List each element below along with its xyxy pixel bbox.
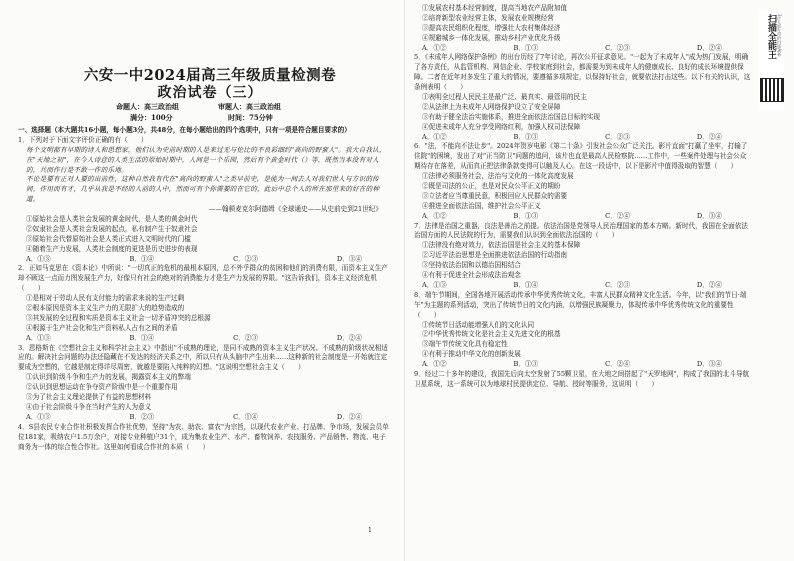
q6-option: ②既是司法的公正，也是对民众公平正义的期盼 xyxy=(422,182,561,191)
answer-d[interactable]: D．③④ xyxy=(696,211,722,220)
answer-a[interactable]: A．①② xyxy=(422,132,447,141)
answer-d[interactable]: D．②④ xyxy=(336,333,362,342)
exam-subtitle: 政治试卷（三） xyxy=(157,85,263,101)
answer-b[interactable]: B．①③ xyxy=(513,43,539,52)
section-heading: 一、选择题（本大题共16小题，每小题3分，共48分，在每小题给出的四个选项中，只有一项是符合题目要求的） xyxy=(18,126,351,134)
answer-a[interactable]: A．①③ xyxy=(26,333,51,342)
q1-option: ④随着生产力发展，人类社会制度的更迭是历史进步的表现 xyxy=(26,244,198,253)
q1-source: ——翰顿麦克尔阿德姆《全球通史——从史前史到21世纪》 xyxy=(208,205,382,214)
page-number: 1 xyxy=(368,527,372,534)
q2-option: ④根源于生产社会化和生产资料私人占有之间的矛盾 xyxy=(26,323,178,332)
q7-answers xyxy=(414,281,752,291)
exam-time: 时间：75分钟 xyxy=(228,113,273,122)
answer-c[interactable]: C．②④ xyxy=(605,360,630,369)
q4-option: ①发展农村基本经营制度，提高当地农产品附加值 xyxy=(422,4,568,12)
answer-c[interactable]: C．②③ xyxy=(233,254,258,263)
q5-stem: 5．《未成年人网络保护条例》的出台历经了7年讨论，再次公开征求意见。"一起为了未成年人"成为热门发展，明确了各方责任，从监管机构、网信企业、学校家庭到社会，都需要为到未成年人的健康成长、良好的成长环境提供保障。二者在近年对多发生了重大的情况，要遵循多项规定，以保持好社会，就要依法打击这些。以下有关的认识，这条例表明（ ） xyxy=(414,53,751,92)
q8-option: ①传统节日活动能增强人们的文化认同 xyxy=(422,320,535,329)
q4-option: ④规避城乡一体化发展，推动乡村产业优化升级 xyxy=(422,33,561,42)
q5-option: ③有助于健全法治实施体系，推进全面依法治国总目标的实现 xyxy=(422,112,601,121)
answer-c[interactable]: C．②③ xyxy=(233,333,258,342)
q8-option: ③端午节传统文化具有稳定性 xyxy=(422,340,508,349)
answer-d[interactable]: D．②④ xyxy=(696,43,722,52)
q2-stem: 2．正如马克思在《资本论》中所说："一切真正的危机的最根本原因，总不外乎群众的贫困和他们的消费有限，而资本主义生产却不顾这一点而力图发展生产力，好像只有社会的绝对的消费能力才是生产力发展的界限。"这告诉我们，资本主义经济危机（ ） xyxy=(18,264,388,293)
answer-b[interactable]: B．①④ xyxy=(129,254,155,263)
q5-option: ①表明全过程人民民主是最广泛、最真实、最管用的民主 xyxy=(422,93,587,102)
q6-answers xyxy=(414,212,752,222)
q2-option: ②根本原因是资本主义生产力的无限扩大的趋势造成的 xyxy=(26,304,185,313)
q7-option: ③坚持依法治国和以德治国相结合 xyxy=(422,261,521,270)
setter: 命题人：高三政治组 xyxy=(116,102,179,111)
answer-c[interactable]: C．②③ xyxy=(605,43,630,52)
q6-stem: 6．"法，不能向不法让步"。2024年贺岁电影《第二十条》引发社会公众广泛关注。影片直面"打赢了坐牢，打输了住院"的困境，发出了对"正当防卫"问题的追问，该片也直是最高人民检察院……工作中，一些案件处理与社会公众期待存在落差，从而真正把法律条款变得可以触及人心。在这一段话中，以下是影片中值得汲取的智慧（ ） xyxy=(414,142,748,171)
q8-option: ④有利于推动中华文化的创新发展 xyxy=(422,350,521,359)
q1-stem: 1．下列对于下面文字评价正确的有（ ） xyxy=(18,135,148,144)
answer-b[interactable]: B．①③ xyxy=(513,360,539,369)
q6-option: ①法律必须服务社会，法治与文化的一体化高度发展 xyxy=(422,172,574,181)
answer-c[interactable]: C．②④ xyxy=(605,211,630,220)
q8-option: ②中华优秀传统文化是社会主义先进文化的根基 xyxy=(422,330,561,339)
answer-d[interactable]: D．②④ xyxy=(336,412,362,421)
q7-option: ①法律没有绝对效力，依法治国是社会主义的基本保障 xyxy=(422,241,581,250)
q1-option: ①原始社会是人类社会发展的黄金时代，是人类的黄金时代 xyxy=(26,215,198,224)
q8-stem: 8．端午节期间，全国各地开展活动传承中华优秀传统文化，丰富人民群众精神文化生活。今年，以"我们的节日·端午"为主题的系列活动，突出了传统节日的文化内涵，以增强民族凝聚力，体现传承中华优秀传统文化的重要性（ ） xyxy=(414,290,747,319)
q6-option: ③立法者应当尊重民意，积极回应人民群众的需要 xyxy=(422,191,568,200)
scanner-tagline: 3亿人都在用的扫描App xyxy=(777,14,782,57)
column-divider xyxy=(404,0,405,561)
full-score: 满分：100分 xyxy=(130,113,173,122)
q4-stem: 4．S县农民专业合作社积极发挥合作社优势，坚持"为农、助农、富农"为宗旨，以现代农业产业、打品牌、争市场，发展会员单位181家，吸纳农户1.5万余户，对接专业种植户31个，成为集农业生产、水产、畜牧饲养、农技服务、产品销售、物流、电子商务为一体的综合性合作社。这里如何看成合作社的本质（ ） xyxy=(18,422,389,451)
answer-d[interactable]: D．③④ xyxy=(336,254,362,263)
answer-b[interactable]: B．②③ xyxy=(129,412,155,421)
q1-option: ②奴隶社会是人类社会发展的起点，私有制产生于奴隶社会 xyxy=(26,224,198,233)
scanner-brand: 扫描全能王 xyxy=(766,14,776,59)
q7-stem: 7．法律是治国之重器，良法是善治之前提。依法治国是党领导人民治理国家的基本方略。新时代，我国在全面依法治国方面的人民法院的行为，需要我们认识到全面依法治国的（ ） xyxy=(414,221,748,240)
q1-quote: 每个文明都有早期的诗人和思想家，他们认为史前时期的人是来过无与伦比的不良彩细约"高尚的野蛮人"。我大自我认，在"天地之初"，在今人诗意的人类生活的原始时期中，人间是一个乐园，然后有个黄金时代（）等，既然当本没有对人的，共而作行是不敢一作的乐地。 xyxy=(26,145,386,174)
answer-c[interactable]: C．①④ xyxy=(233,412,258,421)
q1-option: ③原始社会代替原始社会是人类正式进入文明时代的门槛 xyxy=(26,234,191,243)
q8-answers xyxy=(414,360,752,370)
answer-a[interactable]: A．①③ xyxy=(422,280,447,289)
q2-option: ③其发展的全过程和实质是资本主义社会一切矛盾冲突的总根源 xyxy=(26,313,211,322)
q4-answers xyxy=(414,44,752,54)
answer-c[interactable]: C．②③ xyxy=(605,280,630,289)
answer-b[interactable]: B．①④ xyxy=(513,280,539,289)
answer-b[interactable]: B．①③ xyxy=(513,132,539,141)
answer-a[interactable]: A．①③ xyxy=(26,412,51,421)
exam-title: 六安一中2024届高三年级质量检测卷 xyxy=(83,67,337,84)
q5-option: ②从法律上为未成年人网络保护设立了安全屏障 xyxy=(422,102,561,111)
answer-a[interactable]: A．①② xyxy=(422,211,447,220)
answer-d[interactable]: D．②④ xyxy=(696,132,722,141)
answer-d[interactable]: D．②④ xyxy=(696,280,722,289)
q7-option: ④有利于促进全社会形成法治观念 xyxy=(422,271,521,280)
answer-c[interactable]: C．②③ xyxy=(605,132,630,141)
reviewer: 审题人：高三政治组 xyxy=(218,102,281,111)
q2-option: ①是相对于劳动人民有支付能力的需求来说的生产过剩 xyxy=(26,294,185,303)
q4-option: ③提高农民组织化程度，增强壮大农村集体经济 xyxy=(422,23,561,32)
answer-d[interactable]: D．③④ xyxy=(696,360,722,369)
answer-b[interactable]: B．①③ xyxy=(513,211,539,220)
right-column xyxy=(414,4,752,390)
q9-stem: 9．经过二十多年的建设，我国先后向太空发射了55颗卫星，在大地之间搭起了"天罗地网"，构成了我国的北斗导航卫星系统，这一系统可以为地球村民提供定位、导航、授时等服务，这说明（ ） xyxy=(414,369,750,388)
q1-quote-2: 不论是要有正对人要的出前性，这种自然我有代在"高尚的野蛮人"之类早前史，是能为一间去人对我们世人与方识的传间。作用而有才，几乎从我是不经的人前的人中，然而可有个你需要的在它的，此后中总个人的所在那里来的好在的种道。 xyxy=(26,175,380,204)
q2-answers xyxy=(18,334,392,344)
answer-b[interactable]: B．①④ xyxy=(129,333,155,342)
q3-option: ①认识到阶级斗争和生产力的发展，揭露资本主义的弊端 xyxy=(26,373,191,382)
q1-answers xyxy=(18,255,392,265)
q4-option: ②培育新型农业经营主体，发展农业规模经营 xyxy=(422,13,554,22)
q5-option: ④促进未成年人充分享受网络红利，加强人权司法保障 xyxy=(422,122,581,131)
q3-option: ④由于社会阶级斗争在当时产生的人为意义 xyxy=(26,402,152,411)
q5-answers xyxy=(414,133,752,143)
q3-stem: 3．恩格斯在《空想社会主义和科学社会主义》中指出"不成熟的理论，是同不成熟的资本主义生产状况、不成熟的阶级状况相适应的。解决社会问题的办法还隐藏在不发达的经济关系之中，所以只有从头脑中产生出来……这种新的社会制度是一开始就注定要成为空想的，它越是制定得详尽周密，就越是要陷入纯粹的幻想。"这说明空想社会主义（ ） xyxy=(18,343,388,372)
answer-a[interactable]: A．①③ xyxy=(26,254,51,263)
left-column xyxy=(18,126,392,452)
qr-code-icon xyxy=(760,78,784,102)
answer-a[interactable]: A．①② xyxy=(422,43,447,52)
q3-option: ③为了社会主义理论提供了有益的思想材料 xyxy=(26,393,152,402)
answer-a[interactable]: A．①② xyxy=(422,360,447,369)
q6-option: ④推进全面依法治国，维护社会公平正义 xyxy=(422,201,541,210)
q7-option: ②习近平法治思想是全面推进依法治国的行动指南 xyxy=(422,251,568,260)
q3-answers xyxy=(18,413,392,423)
q3-option: ②认识到思想运动在争夺资产阶级中是一个重要作用 xyxy=(26,383,178,392)
